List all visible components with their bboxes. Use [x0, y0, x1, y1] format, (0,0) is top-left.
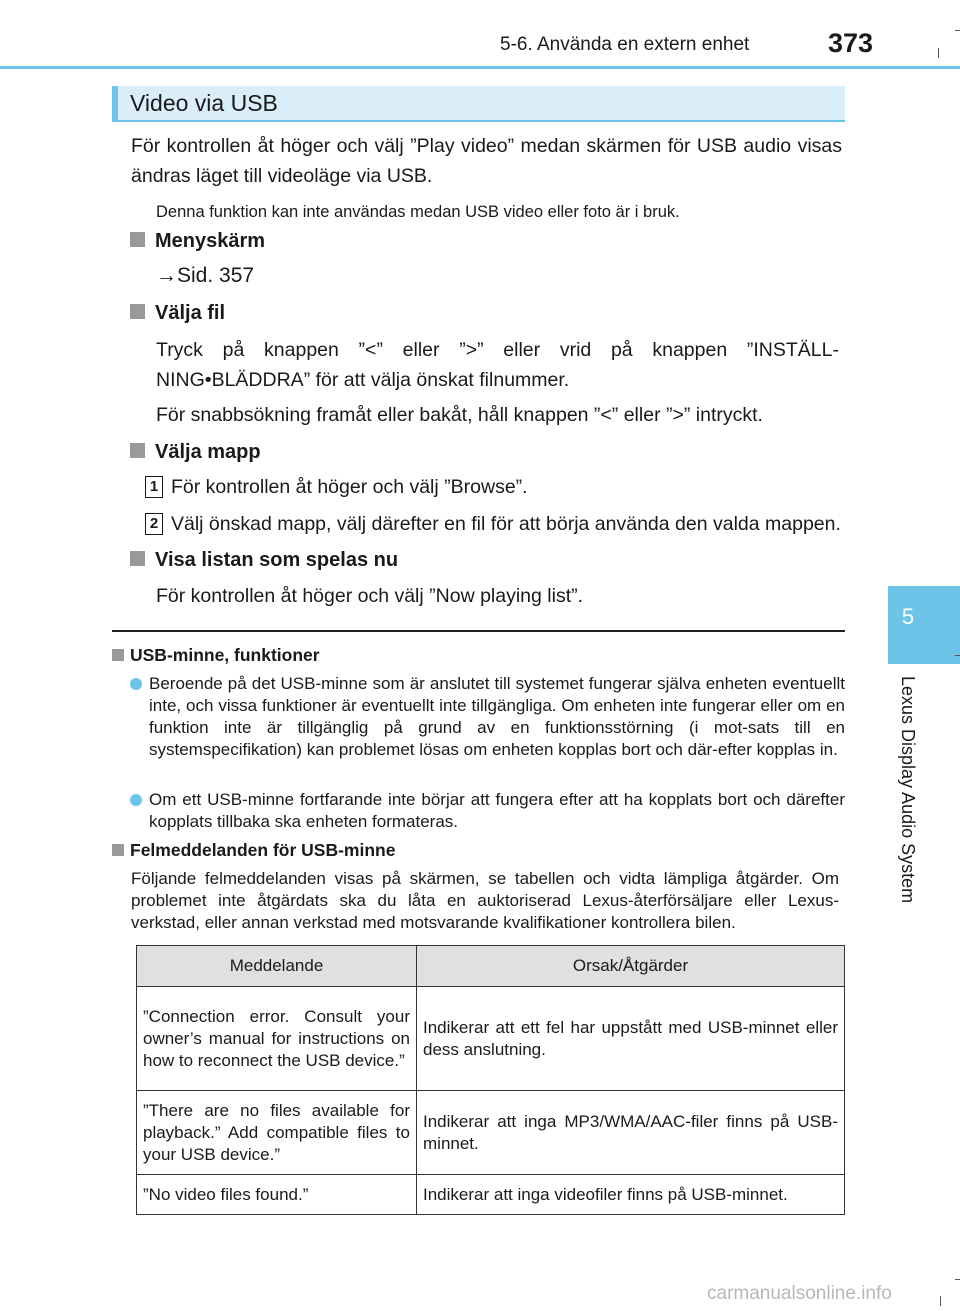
error-message-table [136, 945, 845, 1215]
select-folder-heading: Välja mapp [130, 438, 261, 466]
usb-bullet-2-marker [130, 791, 148, 811]
square-bullet-icon [130, 232, 145, 247]
table-header-message: Meddelande [137, 946, 417, 987]
square-bullet-icon [130, 551, 145, 566]
table-cell-action: Indikerar att ett fel har uppstått med USB-minnet eller dess anslutning. [417, 987, 845, 1091]
menu-heading: Menyskärm [130, 227, 265, 255]
error-messages-text: Följande felmeddelanden visas på skärmen, se tabellen och vidta lämpliga åtgärder. Om problemet inte åtgärdats ska du låta en auktoriserad Lexus-återförsäljare eller Lexus-verkstad, eller annan verkstad med motsvarande kvalifikationer kontrollera bilen. [131, 869, 839, 932]
intro-note: Denna funktion kan inte användas medan USB video eller foto är i bruk. [156, 203, 680, 221]
square-bullet-icon [112, 844, 124, 856]
intro-paragraph: För kontrollen åt höger och välj ”Play video” medan skärmen för USB audio visas ändras läget till videoläge via USB. [131, 135, 842, 187]
table-row [137, 1091, 845, 1175]
circle-bullet-icon [130, 678, 142, 690]
section-title: Video via USB [130, 90, 278, 116]
chapter-number: 5 [901, 604, 915, 629]
crop-mark [938, 48, 939, 58]
section-divider [112, 630, 845, 632]
running-header: 5-6. Använda en extern enhet [500, 34, 750, 55]
select-file-text: Tryck på knappen ”<” eller ”>” eller vrid på knappen ”INSTÄLL-NING•BLÄDDRA” för att välja önskat filnummer. [156, 339, 839, 391]
table-cell-action: Indikerar att inga videofiler finns på USB-minnet. [417, 1175, 845, 1215]
square-bullet-icon [112, 649, 124, 661]
now-playing-text: För kontrollen åt höger och välj ”Now playing list”. [156, 585, 584, 607]
error-messages-heading: Felmeddelanden för USB-minne [112, 838, 395, 862]
section-header [112, 86, 845, 122]
usb-functions-heading: USB-minne, funktioner [112, 643, 320, 667]
step-number-badge: 2 [145, 513, 163, 535]
table-cell-message: ”Connection error. Consult your owner’s manual for instructions on how to reconnect the USB device.” [137, 987, 417, 1091]
step-2: 2 Välj önskad mapp, välj därefter en fil för att börja använda den valda mappen. [145, 509, 845, 539]
menu-page-ref: →Sid. 357 [156, 264, 255, 287]
usb-bullet-1-marker [130, 675, 148, 695]
table-header-row [137, 946, 845, 987]
chapter-title: Lexus Display Audio System [898, 676, 918, 904]
table-cell-action: Indikerar att inga MP3/WMA/AAC-filer finns på USB-minnet. [417, 1091, 845, 1175]
usb-bullet-2: Om ett USB-minne fortfarande inte börjar att fungera efter att ha kopplats bort och därefter kopplats tillbaka ska enheten formateras. [149, 790, 845, 831]
step-number-badge: 1 [145, 476, 163, 498]
crop-mark [955, 655, 960, 656]
watermark: carmanualsonline.info [707, 1283, 892, 1304]
table-row [137, 987, 845, 1091]
table-header-action: Orsak/Åtgärder [417, 946, 845, 987]
table-cell-message: ”There are no files available for playback.” Add compatible files to your USB device.” [137, 1091, 417, 1175]
table-row [137, 1175, 845, 1215]
header-rule [0, 66, 960, 69]
select-file-heading: Välja fil [130, 299, 225, 327]
now-playing-heading: Visa listan som spelas nu [130, 546, 398, 574]
select-file-note: För snabbsökning framåt eller bakåt, håll knappen ”<” eller ”>” intryckt. [156, 404, 763, 426]
square-bullet-icon [130, 304, 145, 319]
usb-bullet-1: Beroende på det USB-minne som är anslutet till systemet fungerar själva enheten eventuellt inte, och vissa funktioner är eventuellt inte tillgängliga. Om enheten inte fungerar eller om en funktion inte är tillgänglig på grund av en funktionsstörning (i mot-sats till en systemspecifikation) kan problemet lösas om enheten kopplas bort och där-efter kopplas in. [149, 674, 845, 759]
crop-mark [955, 1279, 960, 1280]
crop-mark [940, 1296, 941, 1306]
page-number: 373 [828, 28, 874, 58]
crop-mark [955, 30, 960, 31]
step-1: 1 För kontrollen åt höger och välj ”Browse”. [145, 472, 845, 502]
circle-bullet-icon [130, 794, 142, 806]
chapter-tab [888, 586, 960, 664]
square-bullet-icon [130, 443, 145, 458]
table-cell-message: ”No video files found.” [137, 1175, 417, 1215]
